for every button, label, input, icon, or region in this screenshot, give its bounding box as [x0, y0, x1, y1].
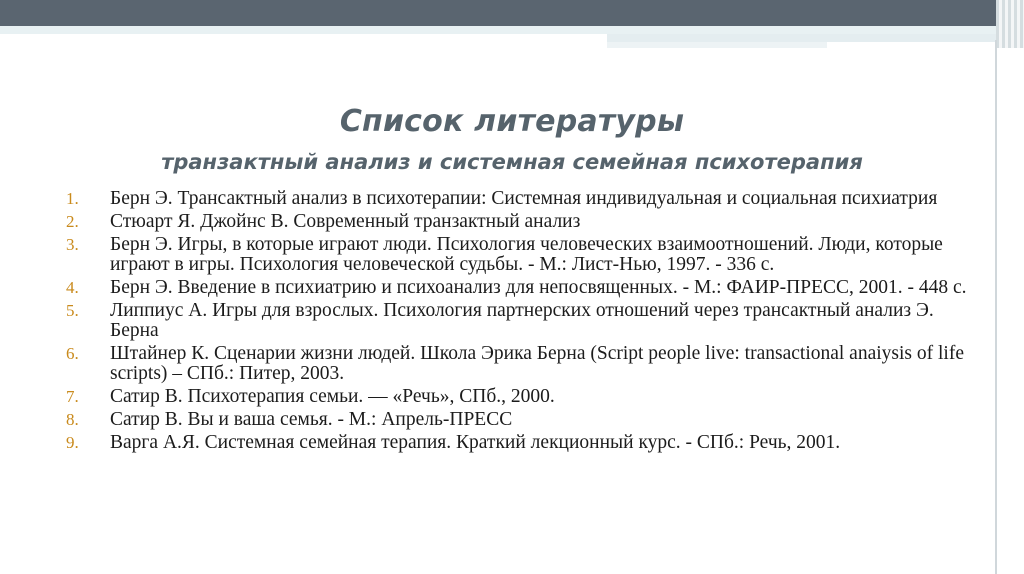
header-bar	[0, 0, 1024, 26]
reference-item	[66, 410, 971, 430]
reference-number: 6.	[66, 344, 79, 363]
reference-text: Штайнер К. Сценарии жизни людей. Школа Эрика Берна (Script people live: transactional anaiysis of life scripts) – СПб.: Питер, 2003.	[110, 343, 964, 384]
reference-text: Берн Э. Трансактный анализ в психотерапии: Системная индивидуальная и социальная психиатрия	[110, 188, 938, 209]
reference-text: Стюарт Я. Джойнс В. Современный транзактный анализ	[110, 211, 581, 232]
reference-number: 1.	[66, 189, 79, 208]
reference-number: 9.	[66, 433, 79, 452]
reference-text: Берн Э. Введение в психиатрию и психоанализ для непосвященных. - М.: ФАИР-ПРЕСС, 2001. - 448 с.	[110, 277, 967, 298]
reference-item	[66, 344, 971, 384]
reference-item	[66, 189, 971, 209]
reference-number: 8.	[66, 410, 79, 429]
reference-list	[66, 189, 971, 456]
reference-item	[66, 278, 971, 298]
reference-number: 3.	[66, 235, 79, 254]
reference-text: Сатир В. Психотерапия семьи. — «Речь», СПб., 2000.	[110, 386, 555, 407]
reference-number: 7.	[66, 387, 79, 406]
header-accent-line-secondary	[607, 34, 1000, 42]
reference-text: Липпиус А. Игры для взрослых. Психология партнерских отношений через трансактный анализ Э. Берна	[110, 300, 934, 341]
reference-item	[66, 235, 971, 275]
header-accent-line-tertiary	[607, 42, 827, 48]
reference-item	[66, 212, 971, 232]
reference-text: Сатир В. Вы и ваша семья. - М.: Апрель-ПРЕСС	[110, 409, 513, 430]
reference-number: 2.	[66, 212, 79, 231]
reference-item	[66, 433, 971, 453]
slide-subtitle: транзактный анализ и системная семейная психотерапия	[161, 150, 863, 174]
reference-text: Берн Э. Игры, в которые играют люди. Психология человеческих взаимоотношений. Люди, которые играют в игры. Психология человеческой судьбы. - М.: Лист-Нью, 1997. - 336 с.	[110, 234, 943, 275]
reference-number: 4.	[66, 278, 79, 297]
reference-item	[66, 301, 971, 341]
reference-number: 5.	[66, 301, 79, 320]
slide-title: Список литературы	[339, 104, 685, 139]
header-stripes	[996, 0, 1024, 48]
reference-item	[66, 387, 971, 407]
header-accent-line	[0, 26, 1000, 34]
reference-text: Варга А.Я. Системная семейная терапия. Краткий лекционный курс. - СПб.: Речь, 2001.	[110, 432, 841, 453]
